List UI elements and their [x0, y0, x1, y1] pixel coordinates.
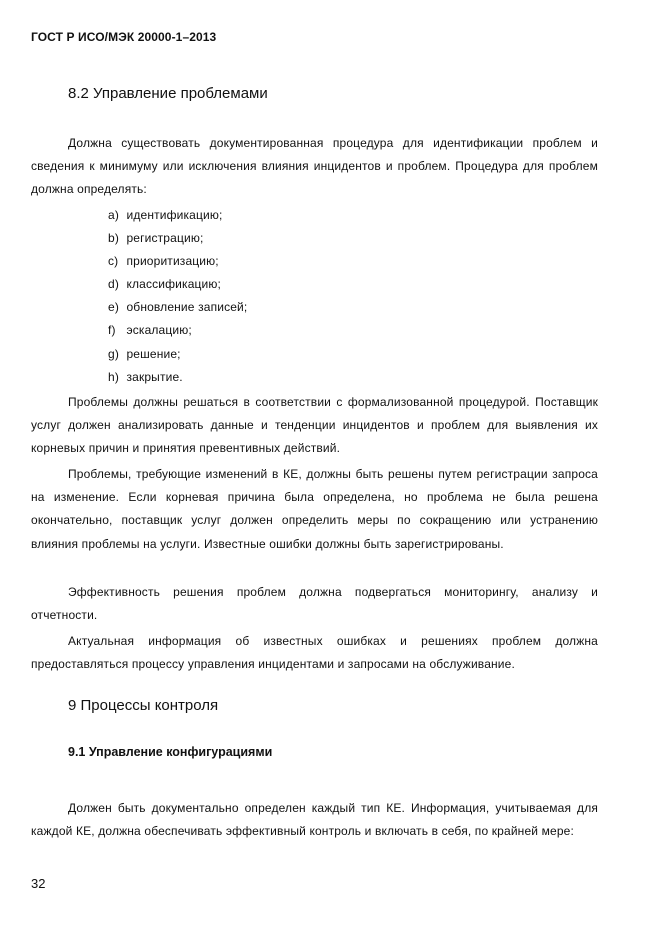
section-9-heading: 9 Процессы контроля — [68, 697, 219, 714]
list-item-marker: a) — [108, 208, 119, 222]
page-number: 32 — [31, 876, 46, 891]
list-item — [108, 366, 247, 389]
list-item-marker: c) — [108, 254, 119, 269]
list-item-text: закрытие. — [126, 369, 183, 384]
list-item-text: классификацию; — [126, 277, 222, 292]
list-item-text: идентификацию; — [126, 208, 223, 222]
list-item-marker: g) — [108, 346, 119, 361]
section-8-2-paragraph-1: Проблемы должны решаться в соответствии с формализованной процедурой. Поставщик услуг должен анализировать данные и тенденции инцидентов и проблем для выявления их корневых причин и принятия превентивных действий. — [31, 395, 598, 456]
section-8-2-heading: 8.2 Управление проблемами — [68, 85, 268, 102]
list-item — [108, 227, 247, 250]
list-item-marker: h) — [108, 369, 119, 384]
list-item — [108, 343, 247, 366]
section-8-2-paragraph-4: Актуальная информация об известных ошибках и решениях проблем должна предоставляться процессу управления инцидентами и запросами на обслуживание. — [31, 634, 598, 672]
list-item-marker: b) — [108, 231, 119, 246]
list-item-text: регистрацию; — [126, 231, 204, 246]
section-8-2-paragraph-2: Проблемы, требующие изменений в КЕ, должны быть решены путем регистрации запроса на изменение. Если корневая причина была определена, но проблема не была решена окончательно, поставщик услуг должен определить меры по сокращению или устранению влияния проблемы на услуги. Известные ошибки должны быть зарегистрированы. — [31, 467, 598, 551]
list-item — [108, 296, 247, 319]
list-item-text: решение; — [126, 346, 181, 361]
section-8-2-intro: Должна существовать документированная процедура для идентификации проблем и сведения к минимуму или исключения влияния инцидентов и проблем. Процедура для проблем должна определять: — [31, 136, 598, 197]
list-item-marker: f) — [108, 323, 116, 338]
list-item-marker: d) — [108, 277, 119, 292]
list-item-marker: e) — [108, 300, 119, 315]
section-8-2-paragraph-3: Эффективность решения проблем должна подвергаться мониторингу, анализу и отчетности. — [31, 585, 598, 623]
section-9-1-paragraph-1: Должен быть документально определен каждый тип КЕ. Информация, учитываемая для каждой КЕ, должна обеспечивать эффективный контроль и включать в себя, по крайней мере: — [31, 801, 598, 839]
standard-header: ГОСТ Р ИСО/МЭК 20000-1–2013 — [31, 30, 217, 44]
list-item-text: приоритизацию; — [126, 254, 219, 269]
list-item-text: обновление записей; — [126, 300, 248, 315]
list-item — [108, 204, 247, 227]
section-9-1-heading: 9.1 Управление конфигурациями — [68, 745, 273, 759]
list-item-text: эскалацию; — [126, 323, 192, 338]
list-item — [108, 319, 247, 342]
list-item — [108, 250, 247, 273]
list-item — [108, 273, 247, 296]
procedure-list — [108, 204, 247, 389]
